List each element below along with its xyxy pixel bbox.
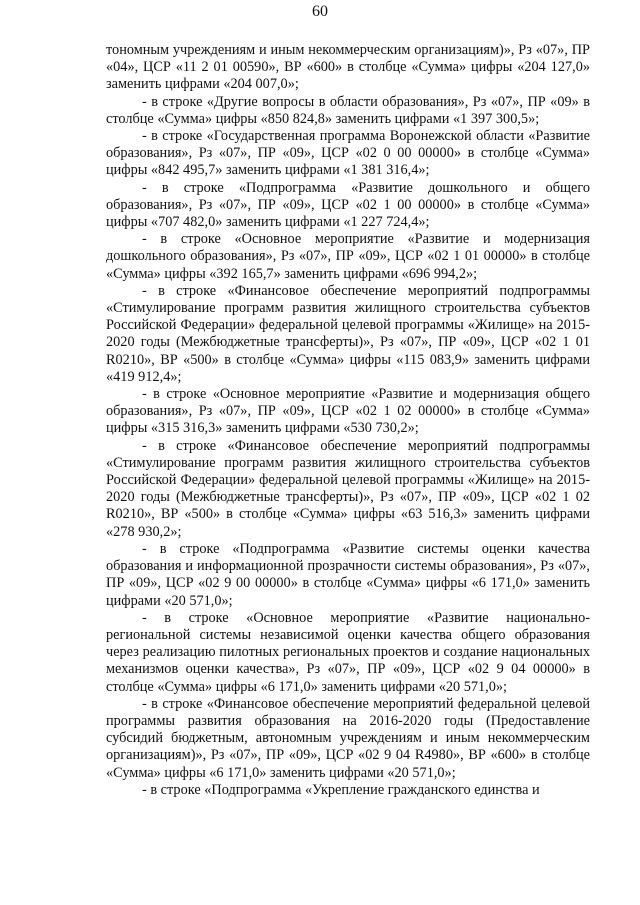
paragraph: - в строке «Подпрограмма «Развитие системы оценки качества образования и информационной прозрачности системы образования», Рз «07», ПР «09», ЦСР «02 9 00 00000» в столбце «Сумма» цифры «6 171,0» заменить цифрами «20 571,0»;: [106, 540, 590, 609]
paragraph: - в строке «Основное мероприятие «Развитие национально-региональной системы независимой оценки качества общего образования через реализацию пилотных региональных проектов и создание национальных механизмов оценки качества», Рз «07», ПР «09», ЦСР «02 9 04 00000» в столбце «Сумма» цифры «6 171,0» заменить цифрами «20 571,0»;: [106, 609, 590, 695]
paragraph: - в строке «Финансовое обеспечение мероприятий подпрограммы «Стимулирование программ развития жилищного строительства субъектов Российской Федерации» федеральной целевой программы «Жилище» на 2015-2020 годы (Межбюджетные трансферты)», Рз «07», ПР «09», ЦСР «02 1 01 R0210», ВР «500» в столбце «Сумма» цифры «115 083,9» заменить цифрами «419 912,4»;: [106, 282, 590, 385]
paragraph: - в строке «Подпрограмма «Укрепление гражданского единства и: [142, 781, 540, 798]
document-body: [106, 42, 590, 799]
paragraph: - в строке «Подпрограмма «Развитие дошкольного и общего образования», Рз «07», ПР «09», ЦСР «02 1 00 00000» в столбце «Сумма» цифры «707 482,0» заменить цифрами «1 227 724,4»;: [106, 179, 590, 231]
paragraph: - в строке «Основное мероприятие «Развитие и модернизация общего образования», Рз «07», ПР «09», ЦСР «02 1 02 00000» в столбце «Сумма» цифры «315 316,3» заменить цифрами «530 730,2»;: [106, 386, 590, 437]
paragraph: - в строке «Финансовое обеспечение мероприятий федеральной целевой программы развития образования на 2016-2020 годы (Предоставление субсидий бюджетным, автономным учреждениям и иным некоммерческим организациям)», Рз «07», ПР «09», ЦСР «02 9 04 R4980», ВР «600» в столбце «Сумма» цифры «6 171,0» заменить цифрами «20 571,0»;: [106, 695, 590, 781]
paragraph: - в строке «Основное мероприятие «Развитие и модернизация дошкольного образования», Рз «07», ПР «09», ЦСР «02 1 01 00000» в столбце «Сумма» цифры «392 165,7» заменить цифрами «696 994,2»;: [106, 231, 590, 282]
page-number: 60: [312, 3, 328, 20]
paragraph: - в строке «Другие вопросы в области образования», Рз «07», ПР «09» в столбце «Сумма» цифры «850 824,8» заменить цифрами «1 397 300,5»;: [106, 93, 590, 127]
paragraph: тономным учреждениям и иным некоммерческим организациям)», Рз «07», ПР «04», ЦСР «11 2 01 00590», ВР «600» в столбце «Сумма» цифры «204 127,0» заменить цифрами «204 007,0»;: [106, 42, 590, 93]
paragraph: - в строке «Финансовое обеспечение мероприятий подпрограммы «Стимулирование программ развития жилищного строительства субъектов Российской Федерации» федеральной целевой программы «Жилище» на 2015-2020 годы (Межбюджетные трансферты)», Рз «07», ПР «09», ЦСР «02 1 02 R0210», ВР «500» в столбце «Сумма» цифры «63 516,3» заменить цифрами «278 930,2»;: [106, 437, 590, 540]
paragraph: - в строке «Государственная программа Воронежской области «Развитие образования», Рз «07», ПР «09», ЦСР «02 0 00 00000» в столбце «Сумма» цифры «842 495,7» заменить цифрами «1 381 316,4»;: [106, 128, 590, 179]
